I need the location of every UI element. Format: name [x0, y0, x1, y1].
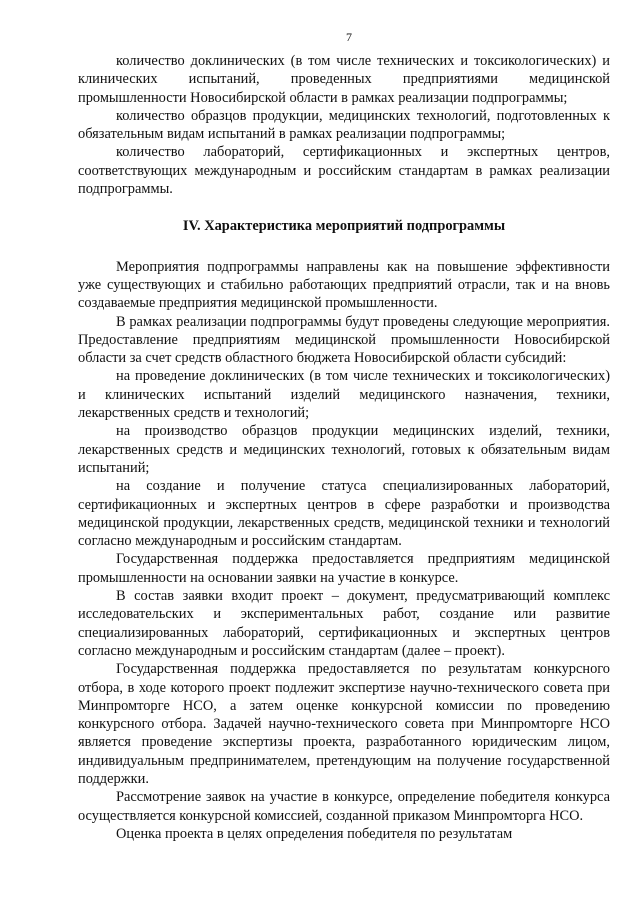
paragraph-project-evaluation: Оценка проекта в целях определения победителя по результатам	[116, 825, 513, 842]
paragraph-commission-review: Рассмотрение заявок на участие в конкурсе, определение победителя конкурса осуществляется конкурсной комиссией, созданной приказом Минпромторга НСО.	[78, 789, 610, 824]
paragraph-activities-purpose: Мероприятия подпрограммы направлены как на повышение эффективности уже существующих и стабильно работающих предприятий отрасли, так и на вновь создаваемые предприятия медицинской промышленности.	[78, 258, 610, 312]
paragraph-subsidies-intro: В рамках реализации подпрограммы будут проведены следующие мероприятия. Предоставление предприятиям медицинской промышленности Новосибирской области за счет средств областного бюджета Новосибирской области субсидий:	[78, 313, 610, 367]
paragraph-application-contents: В состав заявки входит проект – документ, предусматривающий комплекс исследовательских и экспериментальных работ, создание или развитие специализированных лабораторий, сертификационных и экспертных центров согласно международным и российским стандартам (далее – проект).	[78, 588, 610, 659]
document-page	[78, 30, 610, 843]
paragraph-competitive-selection: Государственная поддержка предоставляется по результатам конкурсного отбора, в ходе которого проект подлежит экспертизе научно-технического совета при Минпромторге НСО, а затем оценке конкурсной комиссии по проведению конкурсного отбора. Задачей научно-технического совета при Минпромторге НСО является проведение экспертизы проекта, разработанного юридическим лицом, индивидуальным предпринимателем, претендующим на получение государственной поддержки.	[78, 661, 610, 787]
paragraph-laboratories-count: количество лабораторий, сертификационных и экспертных центров, соответствующих международным и российским стандартам в рамках реализации подпрограммы.	[78, 144, 610, 198]
paragraph-subsidy-trials: на проведение доклинических (в том числе технических и токсикологических) и клинических испытаний изделий медицинского назначения, техники, лекарственных средств и технологий;	[78, 368, 610, 422]
paragraph-state-support-application: Государственная поддержка предоставляется предприятиям медицинской промышленности на основании заявки на участие в конкурсе.	[78, 551, 610, 586]
section-heading: IV. Характеристика мероприятий подпрограммы	[182, 218, 506, 235]
page-number: 7	[346, 30, 352, 44]
paragraph-clinical-trials-count: количество доклинических (в том числе технических и токсикологических) и клинических испытаний, проведенных предприятиями медицинской промышленности Новосибирской области в рамках реализации подпрограммы;	[78, 53, 610, 106]
paragraph-subsidy-laboratories: на создание и получение статуса специализированных лабораторий, сертификационных и экспертных центров в сфере разработки и производства медицинской продукции, лекарственных средств, медицинской техники и технологий согласно международным и российским стандартам.	[78, 478, 610, 550]
paragraph-product-samples-count: количество образцов продукции, медицинских технологий, подготовленных к обязательным видам испытаний в рамках реализации подпрограммы;	[78, 107, 610, 143]
paragraph-subsidy-samples: на производство образцов продукции медицинских изделий, техники, лекарственных средств и медицинских технологий, готовых к обязательным видам испытаний;	[78, 423, 610, 476]
